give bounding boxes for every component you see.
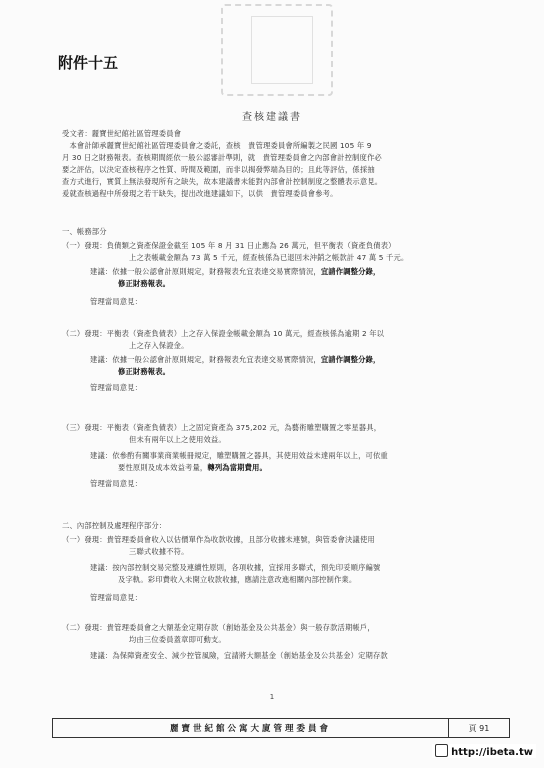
recommendation-line: 建議：依據一般公認會計原則規定，財務報表允宜表達交易實際情況，宜請作調整分錄，	[90, 267, 381, 276]
finding-line: （一）發現：貴管理委員會收入以估價單作為收款收據，且部分收據未連號，與管委會決議使用	[62, 535, 375, 544]
intro-line: 爰就查核過程中所發現之若干缺失，提出改進建議如下，以供 貴管理委員會參考。	[62, 189, 338, 198]
finding-line: 均由三位委員蓋章即可動支。	[129, 635, 226, 644]
management-opinion: 管理當局意見：	[90, 593, 143, 602]
link-icon	[435, 744, 448, 757]
recommendation-emphasis: 轉列為當期費用。	[207, 463, 267, 472]
finding-line: （一）發現：負債類之資產保證金截至 105 年 8 月 31 日止應為 26 萬元，但平衡表（資產負債表）	[62, 241, 396, 250]
recipient-line: 受文者：麗寶世紀館社區管理委員會	[62, 129, 182, 138]
footer-page-number: 頁 91	[448, 719, 509, 737]
management-opinion: 管理當局意見：	[90, 479, 143, 488]
finding-line: （二）發現：貴管理委員會之大額基金定期存款（創始基金及公共基金）與一般存款活期帳戶，	[62, 623, 375, 632]
stamp-seal	[221, 4, 333, 96]
intro-line: 月 30 日之財務報表。查核期間經依一般公認審計準則，就 貴管理委員會之內部會計控制度作必	[62, 153, 382, 162]
finding-line: 三聯式收據不符。	[129, 547, 189, 556]
recommendation-emphasis: 修正財務報表。	[118, 367, 171, 376]
finding-line: 上之表帳載金額為 73 萬 5 千元，經查核係為已退回未沖銷之帳款計 47 萬 5 千元。	[129, 253, 409, 262]
section-heading: 一、帳務部分	[62, 227, 107, 236]
intro-line: 本會計師承麗寶世紀館社區管理委員會之委託，查核 貴管理委員會所編製之民國 105 年 9	[62, 141, 372, 150]
recommendation-emphasis: 修正財務報表。	[118, 279, 171, 288]
watermark-text: http://ibeta.tw	[451, 747, 533, 758]
management-opinion: 管理當局意見：	[90, 383, 143, 392]
finding-line: （三）發現：平衡表（資產負債表）上之固定資產為 375,202 元，為藝術雕塑購置之零星器具，	[62, 423, 382, 432]
recommendation-emphasis: 宜請作調整分錄，	[320, 355, 381, 364]
page-number: 1	[269, 693, 275, 701]
recommendation-line: 建議：依據一般公認會計原則規定，財務報表允宜表達交易實際情況，宜請作調整分錄，	[90, 355, 381, 364]
recommendation-line: 建議：為保障資產安全、減少控管風險，宜請將大額基金（創始基金及公共基金）定期存款	[90, 651, 388, 660]
recommendation-line: 要性原則及成本效益考量，轉列為當期費用。	[118, 463, 267, 472]
section-heading: 二、內部控制及處理程序部分：	[62, 521, 167, 530]
recommendation-line: 及字軌。彩印費收入未開立收款收據，應請注意改進相關內部控制作業。	[118, 575, 357, 584]
intro-line: 查方式進行，實質上無法發現所有之缺失，故本建議書未能對內部會計控制制度之整體表示意見。	[62, 177, 383, 186]
appendix-label: 附件十五	[58, 54, 119, 72]
finding-line: 但未有兩年以上之使用效益。	[129, 435, 226, 444]
footer-organization: 麗寶世紀館公寓大廈管理委員會	[169, 724, 331, 734]
watermark-link[interactable]	[432, 744, 536, 758]
finding-line: 上之存入保證金。	[129, 341, 189, 350]
recommendation-emphasis: 宜請作調整分錄，	[320, 267, 381, 276]
finding-line: （二）發現：平衡表（資產負債表）上之存入保證金帳載金額為 10 萬元，經查核係為逾期 2 年以	[62, 329, 385, 338]
recommendation-line: 建議：依參酌有關事業商業帳冊規定，雕塑購置之器具，其使用效益未達兩年以上，可依重	[90, 451, 388, 460]
management-opinion: 管理當局意見：	[90, 297, 143, 306]
footer-bar	[52, 718, 510, 738]
intro-line: 要之評估，以決定查核程序之性質、時間及範圍，而非以揭發弊端為目的；且此等評估，係採抽	[62, 165, 375, 174]
recommendation-line: 建議：按內部控制交易完整及連續性原則，各項收據，宜採用多聯式，預先印妥順序編號	[90, 563, 381, 572]
document-title: 查核建議書	[242, 112, 302, 123]
